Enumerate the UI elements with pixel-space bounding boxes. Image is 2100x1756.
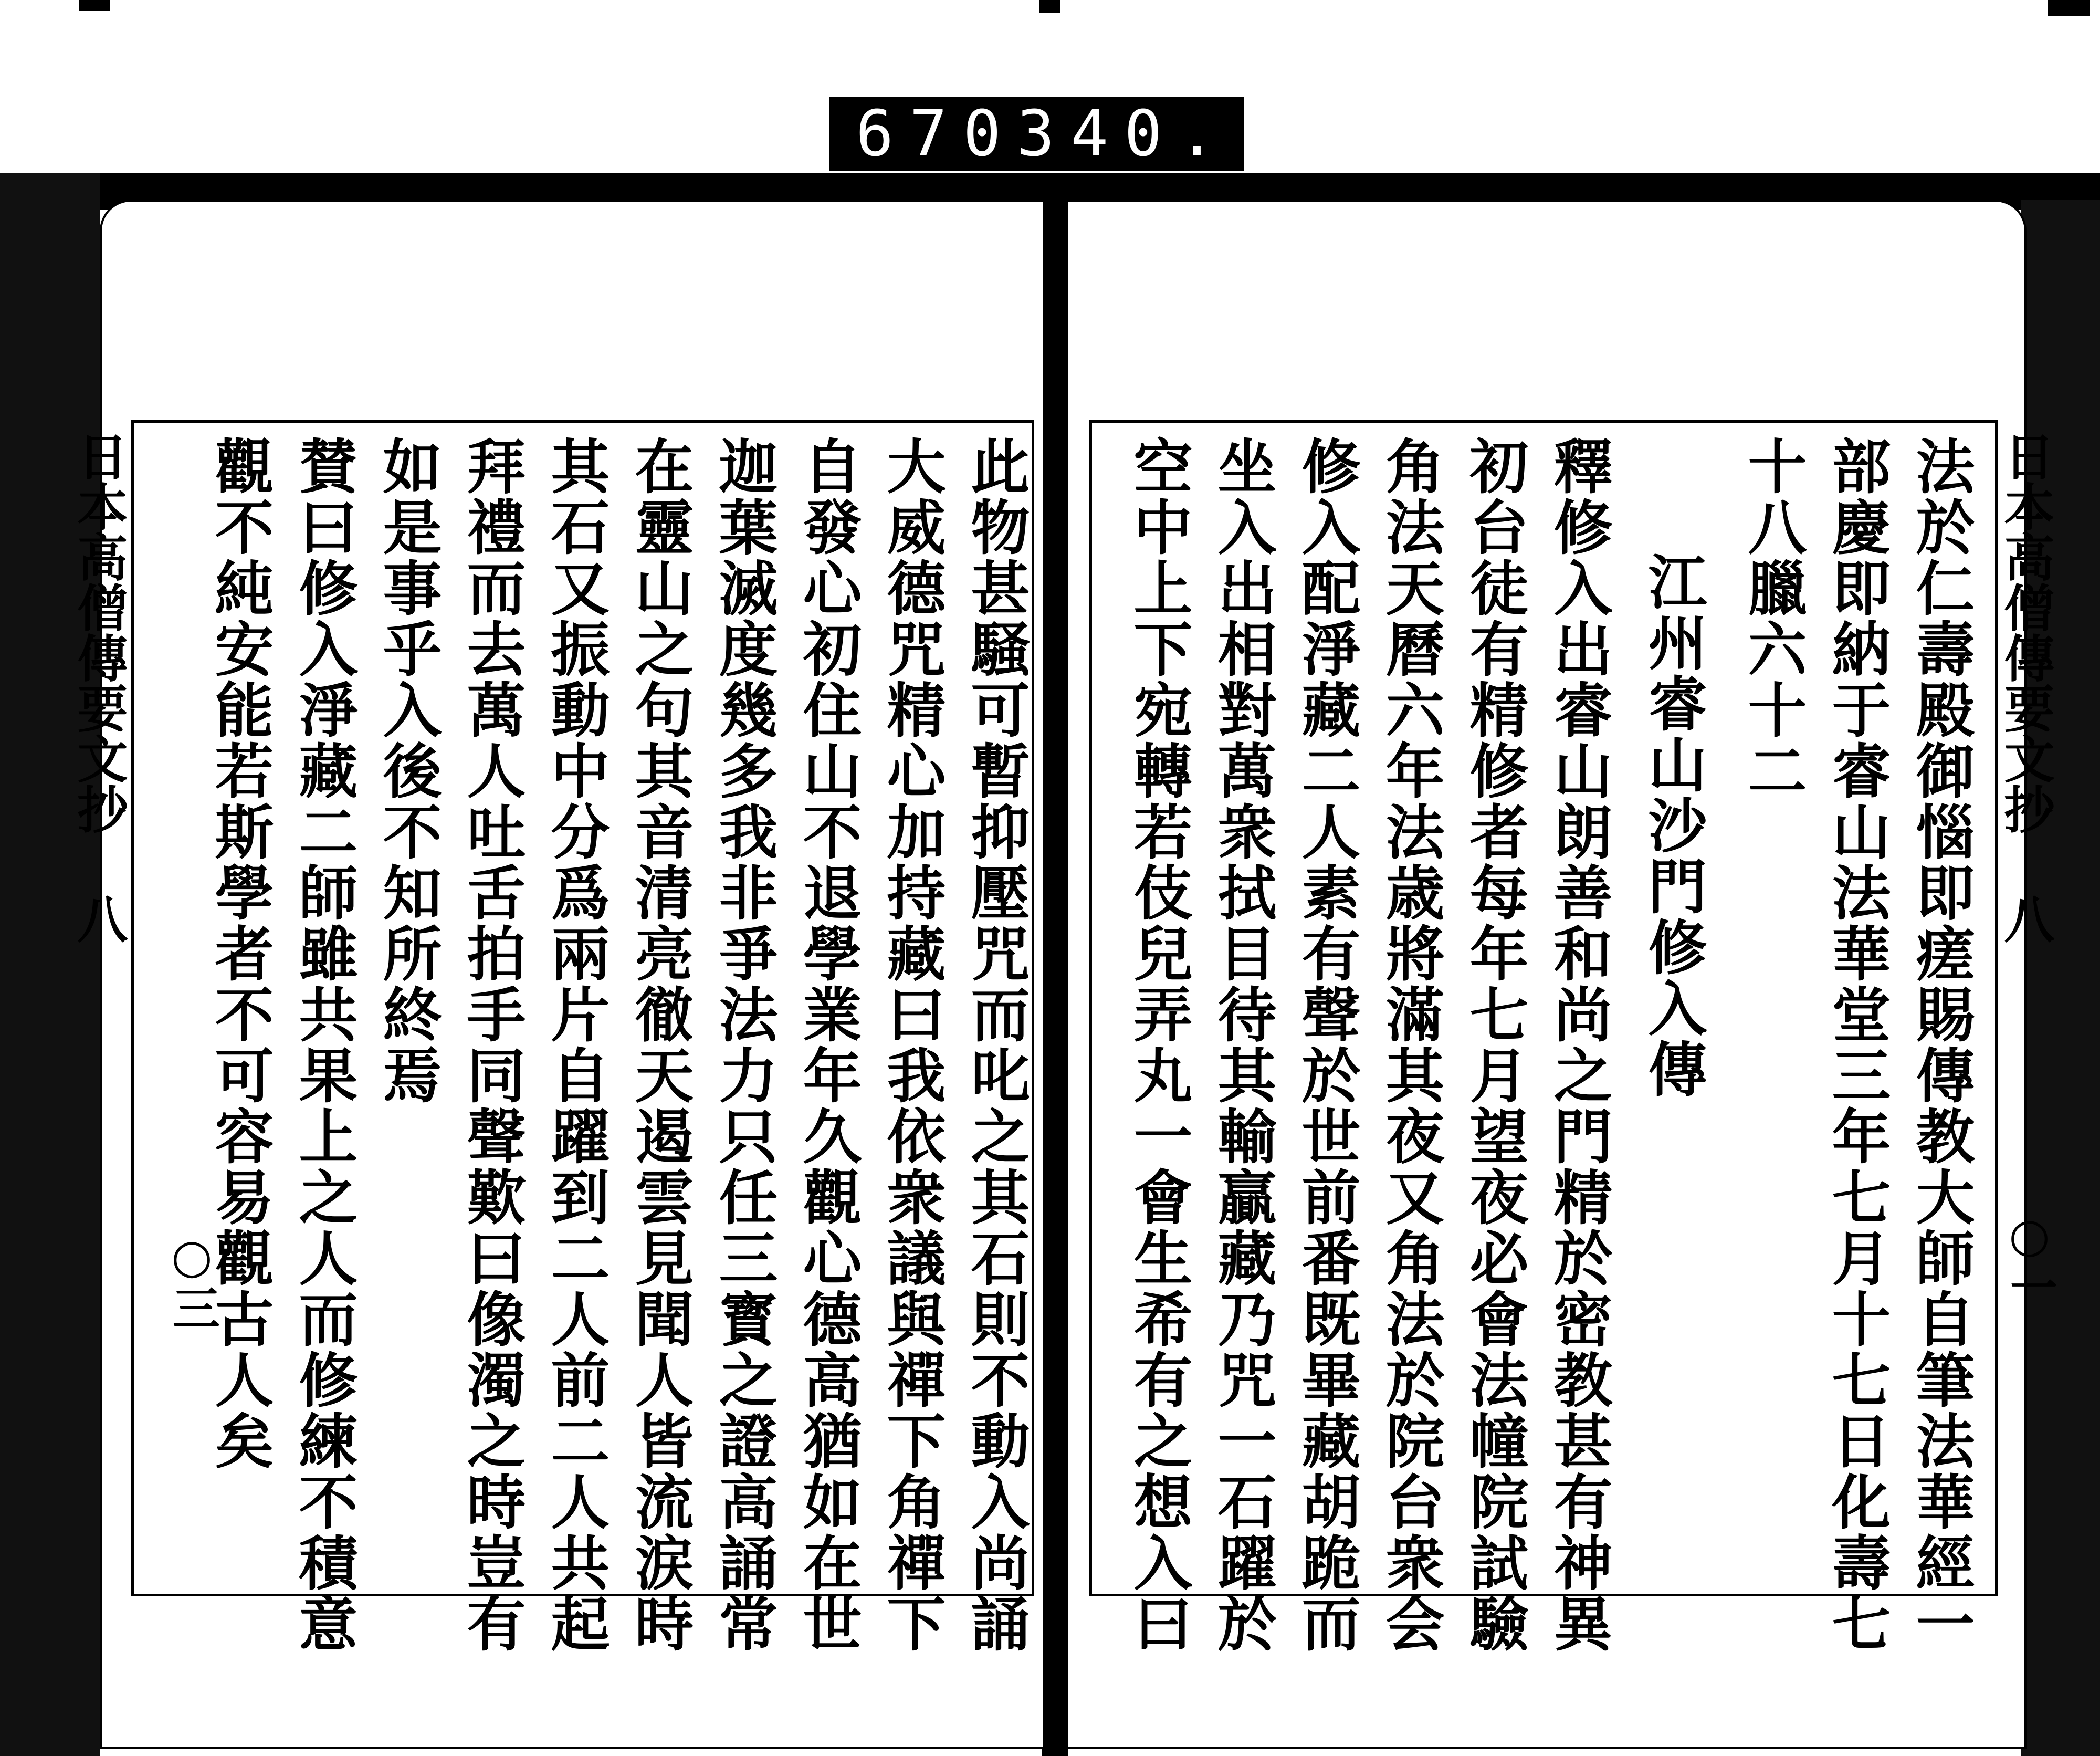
left-col-5: 在靈山之句其音清亮徹天遏雲見聞人皆流涙時 [625,436,694,1654]
left-col-1: 此物甚騒可暫抑壓咒而叱之其石則不動入尚誦 [961,436,1030,1654]
right-col-3: 十八臘六十二 [1738,436,1807,801]
left-col-6: 其石又振動中分爲兩片自躍到二人前二人共起 [541,436,610,1654]
left-col-4: 迦葉滅度幾多我非爭法力只任三寳之證高誦常 [709,436,778,1654]
right-col-1: 法於仁壽殿御惱即瘥賜傳教大師自筆法華經一 [1906,436,1975,1654]
left-col-8: 如是事乎入後不知所終焉 [373,436,442,1106]
left-col-10: 觀不純安能若斯學者不可容易觀古人矣 [205,436,274,1471]
left-page-number: ○三 [164,1229,219,1331]
left-edge-band [0,173,100,1756]
spine-band [1042,200,1068,1756]
right-col-8: 修入配淨藏二人素有聲於世前番既畢藏胡跪而 [1292,436,1361,1654]
left-col-7: 拜禮而去萬人吐舌拍手同聲歎曰像濁之時豈有 [457,436,526,1654]
right-col-7: 角法天曆六年法歳將滿其夜又角法於院台衆会 [1376,436,1445,1654]
left-col-3: 自發心初住山不退學業年久觀心德高猶如在世 [793,436,862,1654]
right-col-4-section-title: 江州睿山沙門修入傳 [1639,551,1707,1100]
right-col-10: 空中上下宛轉若伎兒弄丸一會生希有之想入曰 [1124,436,1193,1654]
left-margin-title: 日本高僧傳要文抄 八 [69,431,129,944]
left-col-9: 賛曰修入淨藏二師雖共果上之人而修練不積意 [289,436,358,1654]
reel-left-number: 670 [856,97,1017,171]
reel-right-number: 340. [1016,97,1232,171]
right-col-5: 釋修入出睿山朗善和尚之門精於密教甚有神異 [1544,436,1613,1654]
left-col-2: 大威德咒精心加持藏曰我依衆議與禪下角禪下 [877,436,946,1654]
scan-edge [0,0,2100,21]
right-col-2: 部慶即納于睿山法華堂三年七月十七日化壽七 [1822,436,1891,1654]
right-col-9: 坐入出相對萬衆拭目待其輸贏藏乃咒一石躍於 [1208,436,1277,1654]
right-margin-title: 日本高僧傳要文抄 八 [1996,431,2055,944]
right-col-6: 初台徒有精修者每年七月望夜必會法幢院試驗 [1460,436,1529,1654]
right-page-number: ○一 [2002,1208,2057,1310]
reel-number-label [830,97,1244,171]
